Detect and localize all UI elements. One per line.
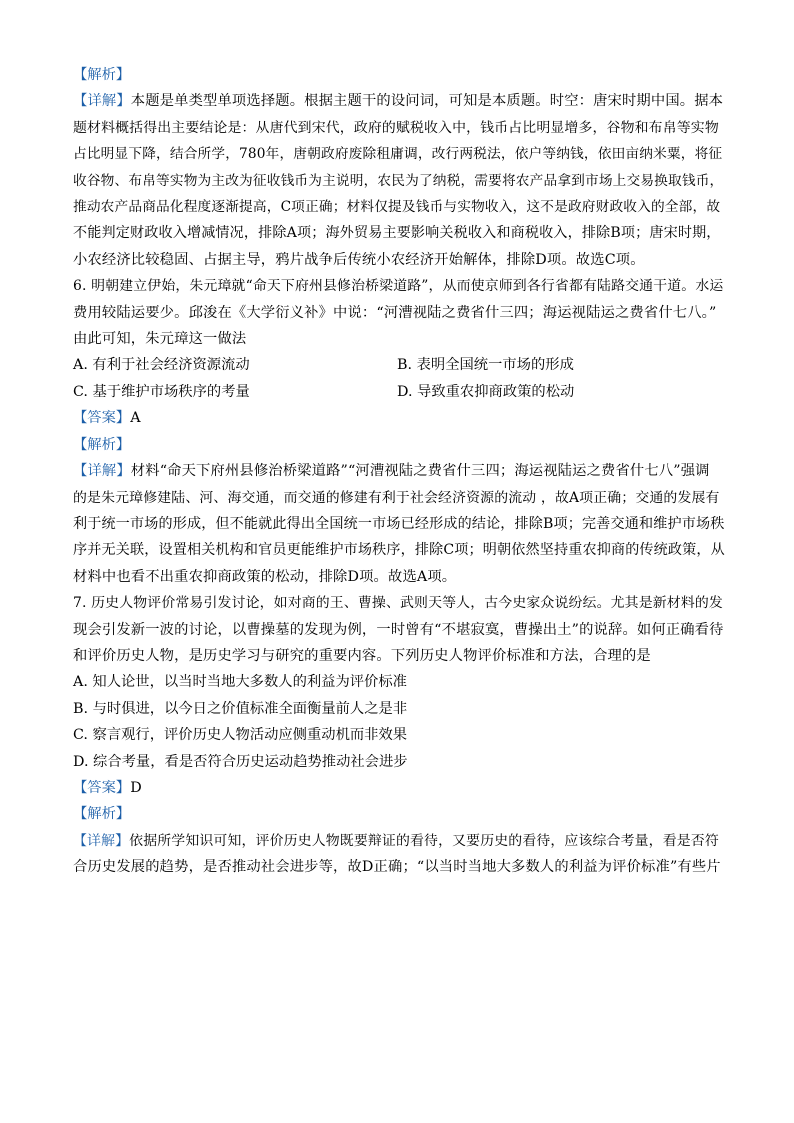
detail-tag: 【详解】 [73, 93, 131, 110]
stem-line: 6. 明朝建立伊始，朱元璋就“命天下府州县修治桥梁道路”，从而使京师到各行省都有陆路交通干道。水运 [73, 278, 724, 295]
option-c: C. 基于维护市场秩序的考量 [73, 383, 250, 400]
analysis-heading: 【解析】 [73, 436, 131, 453]
stem-line: 费用较陆运要少。邱浚在《大学衍义补》中说：“河漕视陆之费省什三四；海运视陆运之费省什七八。” [73, 304, 717, 321]
stem-line: 和评价历史人物，是历史学习与研究的重要内容。下列历史人物评价标准和方法，合理的是 [73, 647, 651, 664]
detail-line: 的是朱元璋修建陆、河、海交通，而交通的修建有利于社会经济资源的流动 ，故A项正确；交通的发展有 [73, 489, 720, 506]
question-6-stem [73, 273, 725, 352]
option-b: B. 表明全国统一市场的形成 [397, 357, 574, 374]
detail-paragraph-q6 [73, 458, 725, 590]
stem-line: 由此可知，朱元璋这一做法 [73, 331, 247, 348]
document-content [73, 62, 725, 881]
detail-paragraph-q5 [73, 88, 725, 273]
detail-line: 利于统一市场的形成，但不能就此得出全国统一市场已经形成的结论，排除B项；完善交通和维护市场秩 [73, 515, 725, 532]
answer-tag: 【答案】 [73, 779, 131, 796]
option-c: C. 察言观行，评价历史人物活动应侧重动机而非效果 [73, 727, 408, 744]
option-d: D. 综合考量，看是否符合历史运动趋势推动社会进步 [73, 753, 408, 770]
detail-paragraph-q7 [73, 828, 725, 881]
detail-line: 推动农产品商品化程度逐渐提高，C项正确；材料仅提及钱币与实物收入，这不是政府财政收入的全部，故 [73, 199, 721, 216]
detail-line: 题材料概括得出主要结论是：从唐代到宋代，政府的赋税收入中，钱币占比明显增多，谷物和布帛等实物 [73, 119, 719, 136]
stem-line: 现会引发新一波的讨论，以曹操墓的发现为例，一时曾有“不堪寂寞，曹操出土”的说辞。如何正确看待 [73, 621, 724, 638]
detail-line: 材料“命天下府州县修治桥梁道路”“河漕视陆之费省什三四；海运视陆运之费省什七八”强调 [130, 463, 710, 480]
detail-line: 不能判定财政收入增减情况，排除A项；海外贸易主要影响关税收入和商税收入，排除B项；唐宋时期， [73, 225, 721, 242]
detail-line: 本题是单类型单项选择题。根据主题干的设问词，可知是本质题。时空：唐宋时期中国。据本 [130, 93, 724, 110]
detail-line: 序并无关联，设置相关机构和官员更能维护市场秩序，排除C项；明朝依然坚持重农抑商的传统政策，从 [73, 542, 725, 559]
analysis-heading: 【解析】 [73, 806, 131, 823]
question-6-answer [73, 405, 725, 431]
stem-line: 7. 历史人物评价常易引发讨论，如对商的王、曹操、武则天等人，古今史家众说纷纭。尤其是新材料的发 [73, 595, 723, 612]
answer-value: D [130, 779, 142, 796]
detail-line: 占比明显下降，结合所学，780年，唐朝政府废除租庸调，改行两税法，依户等纳钱，依田亩纳米粟，将征 [73, 146, 723, 163]
answer-value: A [130, 410, 141, 427]
option-a: A. 有利于社会经济资源流动 [73, 357, 250, 374]
detail-line: 合历史发展的趋势，是否推动社会进步等，故D正确；“以当时当地大多数人的利益为评价标准”有些片 [73, 859, 721, 876]
analysis-heading: 【解析】 [73, 67, 131, 83]
detail-line: 材料中也看不出重农抑商政策的松动，排除D项。故选A项。 [73, 568, 457, 585]
detail-line: 小农经济比较稳固、占据主导，鸦片战争后传统小农经济开始解体，排除D项。故选C项。 [73, 251, 645, 268]
detail-line: 依据所学知识可知，评价历史人物既要辩证的看待，又要历史的看待，应该综合考量，看是否符 [129, 832, 719, 849]
detail-line: 收谷物、布帛等实物为主改为征收钱币为主说明，农民为了纳税，需要将农产品拿到市场上交易换取钱币， [73, 172, 724, 189]
question-7-answer [73, 775, 725, 801]
detail-tag: 【详解】 [73, 463, 131, 480]
detail-tag: 【详解】 [73, 832, 130, 849]
question-7-stem [73, 590, 725, 669]
answer-tag: 【答案】 [73, 410, 131, 427]
option-a: A. 知人论世，以当时当地大多数人的利益为评价标准 [73, 674, 407, 691]
option-d: D. 导致重农抑商政策的松动 [397, 383, 575, 400]
question-6-options-row-1 [73, 352, 725, 378]
question-6-options-row-2 [73, 379, 725, 405]
option-b: B. 与时俱进，以今日之价值标准全面衡量前人之是非 [73, 700, 408, 717]
